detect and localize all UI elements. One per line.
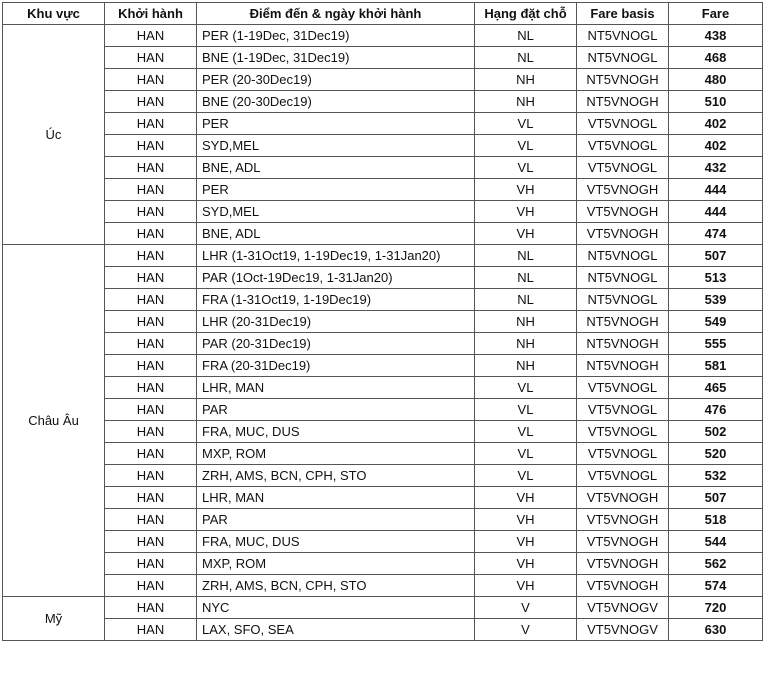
booking-class-cell: VH — [475, 179, 577, 201]
origin-cell: HAN — [105, 619, 197, 641]
origin-cell: HAN — [105, 355, 197, 377]
fare-basis-cell: VT5VNOGV — [577, 597, 669, 619]
fare-basis-cell: NT5VNOGH — [577, 91, 669, 113]
origin-cell: HAN — [105, 69, 197, 91]
table-row — [3, 619, 763, 641]
origin-cell: HAN — [105, 311, 197, 333]
header-region: Khu vực — [3, 3, 105, 25]
fare-basis-cell: NT5VNOGH — [577, 333, 669, 355]
fare-basis-cell: VT5VNOGH — [577, 487, 669, 509]
fare-basis-cell: VT5VNOGH — [577, 179, 669, 201]
fare-basis-cell: NT5VNOGL — [577, 25, 669, 47]
booking-class-cell: VL — [475, 399, 577, 421]
origin-cell: HAN — [105, 25, 197, 47]
table-row — [3, 575, 763, 597]
fare-cell: 438 — [669, 25, 763, 47]
origin-cell: HAN — [105, 465, 197, 487]
destination-cell: PER (1-19Dec, 31Dec19) — [197, 25, 475, 47]
fare-basis-cell: NT5VNOGL — [577, 289, 669, 311]
table-row — [3, 355, 763, 377]
origin-cell: HAN — [105, 289, 197, 311]
booking-class-cell: VL — [475, 157, 577, 179]
origin-cell: HAN — [105, 157, 197, 179]
fare-cell: 574 — [669, 575, 763, 597]
header-origin: Khởi hành — [105, 3, 197, 25]
fare-cell: 562 — [669, 553, 763, 575]
fare-cell: 502 — [669, 421, 763, 443]
fare-cell: 581 — [669, 355, 763, 377]
table-row — [3, 289, 763, 311]
fare-cell: 444 — [669, 201, 763, 223]
destination-cell: LHR (1-31Oct19, 1-19Dec19, 1-31Jan20) — [197, 245, 475, 267]
table-row — [3, 399, 763, 421]
fare-cell: 480 — [669, 69, 763, 91]
table-row — [3, 553, 763, 575]
booking-class-cell: VH — [475, 201, 577, 223]
fare-cell: 513 — [669, 267, 763, 289]
header-row — [3, 3, 763, 25]
destination-cell: LHR (20-31Dec19) — [197, 311, 475, 333]
fare-cell: 555 — [669, 333, 763, 355]
fare-cell: 402 — [669, 113, 763, 135]
booking-class-cell: VH — [475, 509, 577, 531]
table-row — [3, 443, 763, 465]
table-row — [3, 267, 763, 289]
fare-basis-cell: VT5VNOGH — [577, 201, 669, 223]
booking-class-cell: NL — [475, 245, 577, 267]
fare-table — [2, 2, 763, 641]
table-row — [3, 69, 763, 91]
origin-cell: HAN — [105, 575, 197, 597]
booking-class-cell: NH — [475, 311, 577, 333]
origin-cell: HAN — [105, 377, 197, 399]
destination-cell: PAR (20-31Dec19) — [197, 333, 475, 355]
fare-basis-cell: NT5VNOGH — [577, 311, 669, 333]
fare-basis-cell: NT5VNOGL — [577, 245, 669, 267]
destination-cell: LAX, SFO, SEA — [197, 619, 475, 641]
origin-cell: HAN — [105, 245, 197, 267]
fare-basis-cell: NT5VNOGL — [577, 267, 669, 289]
region-cell: Mỹ — [3, 597, 105, 641]
fare-cell: 432 — [669, 157, 763, 179]
booking-class-cell: VL — [475, 465, 577, 487]
fare-cell: 518 — [669, 509, 763, 531]
origin-cell: HAN — [105, 333, 197, 355]
booking-class-cell: VH — [475, 487, 577, 509]
table-row — [3, 47, 763, 69]
fare-basis-cell: VT5VNOGH — [577, 531, 669, 553]
destination-cell: SYD,MEL — [197, 201, 475, 223]
fare-basis-cell: NT5VNOGL — [577, 47, 669, 69]
fare-basis-cell: VT5VNOGH — [577, 575, 669, 597]
booking-class-cell: VH — [475, 531, 577, 553]
booking-class-cell: NH — [475, 69, 577, 91]
fare-cell: 465 — [669, 377, 763, 399]
fare-cell: 402 — [669, 135, 763, 157]
origin-cell: HAN — [105, 509, 197, 531]
fare-cell: 444 — [669, 179, 763, 201]
origin-cell: HAN — [105, 399, 197, 421]
booking-class-cell: NL — [475, 289, 577, 311]
fare-cell: 507 — [669, 487, 763, 509]
table-row — [3, 201, 763, 223]
booking-class-cell: V — [475, 619, 577, 641]
origin-cell: HAN — [105, 553, 197, 575]
origin-cell: HAN — [105, 179, 197, 201]
origin-cell: HAN — [105, 113, 197, 135]
table-row — [3, 421, 763, 443]
destination-cell: ZRH, AMS, BCN, CPH, STO — [197, 465, 475, 487]
booking-class-cell: VL — [475, 443, 577, 465]
origin-cell: HAN — [105, 421, 197, 443]
fare-basis-cell: VT5VNOGH — [577, 223, 669, 245]
origin-cell: HAN — [105, 597, 197, 619]
header-destination: Điểm đến & ngày khởi hành — [197, 3, 475, 25]
table-row — [3, 487, 763, 509]
table-row — [3, 597, 763, 619]
origin-cell: HAN — [105, 443, 197, 465]
booking-class-cell: VL — [475, 421, 577, 443]
table-row — [3, 25, 763, 47]
booking-class-cell: NH — [475, 91, 577, 113]
fare-basis-cell: VT5VNOGH — [577, 509, 669, 531]
destination-cell: FRA, MUC, DUS — [197, 421, 475, 443]
booking-class-cell: VL — [475, 135, 577, 157]
destination-cell: PAR — [197, 399, 475, 421]
fare-basis-cell: VT5VNOGL — [577, 157, 669, 179]
destination-cell: FRA (20-31Dec19) — [197, 355, 475, 377]
fare-basis-cell: VT5VNOGL — [577, 421, 669, 443]
booking-class-cell: NH — [475, 355, 577, 377]
destination-cell: MXP, ROM — [197, 443, 475, 465]
table-row — [3, 223, 763, 245]
destination-cell: PAR (1Oct-19Dec19, 1-31Jan20) — [197, 267, 475, 289]
header-fare-basis: Fare basis — [577, 3, 669, 25]
destination-cell: LHR, MAN — [197, 377, 475, 399]
fare-cell: 539 — [669, 289, 763, 311]
destination-cell: MXP, ROM — [197, 553, 475, 575]
header-fare: Fare — [669, 3, 763, 25]
table-row — [3, 311, 763, 333]
origin-cell: HAN — [105, 135, 197, 157]
booking-class-cell: NH — [475, 333, 577, 355]
destination-cell: BNE (1-19Dec, 31Dec19) — [197, 47, 475, 69]
table-row — [3, 157, 763, 179]
fare-basis-cell: VT5VNOGV — [577, 619, 669, 641]
booking-class-cell: VL — [475, 113, 577, 135]
fare-cell: 468 — [669, 47, 763, 69]
table-row — [3, 531, 763, 553]
fare-basis-cell: VT5VNOGL — [577, 377, 669, 399]
fare-basis-cell: VT5VNOGL — [577, 399, 669, 421]
table-row — [3, 135, 763, 157]
fare-cell: 720 — [669, 597, 763, 619]
origin-cell: HAN — [105, 531, 197, 553]
table-row — [3, 377, 763, 399]
booking-class-cell: NL — [475, 25, 577, 47]
destination-cell: FRA, MUC, DUS — [197, 531, 475, 553]
origin-cell: HAN — [105, 267, 197, 289]
fare-basis-cell: VT5VNOGL — [577, 135, 669, 157]
fare-basis-cell: VT5VNOGL — [577, 113, 669, 135]
destination-cell: BNE, ADL — [197, 157, 475, 179]
booking-class-cell: VL — [475, 377, 577, 399]
fare-basis-cell: VT5VNOGH — [577, 553, 669, 575]
destination-cell: BNE (20-30Dec19) — [197, 91, 475, 113]
destination-cell: PAR — [197, 509, 475, 531]
destination-cell: SYD,MEL — [197, 135, 475, 157]
origin-cell: HAN — [105, 201, 197, 223]
fare-cell: 544 — [669, 531, 763, 553]
table-row — [3, 333, 763, 355]
header-booking-class: Hạng đặt chỗ — [475, 3, 577, 25]
booking-class-cell: NL — [475, 47, 577, 69]
destination-cell: FRA (1-31Oct19, 1-19Dec19) — [197, 289, 475, 311]
fare-table-body — [3, 25, 763, 641]
fare-cell: 507 — [669, 245, 763, 267]
destination-cell: PER — [197, 113, 475, 135]
destination-cell: ZRH, AMS, BCN, CPH, STO — [197, 575, 475, 597]
destination-cell: PER — [197, 179, 475, 201]
destination-cell: PER (20-30Dec19) — [197, 69, 475, 91]
fare-basis-cell: VT5VNOGL — [577, 443, 669, 465]
region-cell: Úc — [3, 25, 105, 245]
table-row — [3, 245, 763, 267]
fare-basis-cell: NT5VNOGH — [577, 69, 669, 91]
booking-class-cell: V — [475, 597, 577, 619]
fare-cell: 476 — [669, 399, 763, 421]
booking-class-cell: VH — [475, 575, 577, 597]
booking-class-cell: VH — [475, 553, 577, 575]
destination-cell: LHR, MAN — [197, 487, 475, 509]
table-row — [3, 509, 763, 531]
booking-class-cell: NL — [475, 267, 577, 289]
fare-cell: 474 — [669, 223, 763, 245]
destination-cell: BNE, ADL — [197, 223, 475, 245]
origin-cell: HAN — [105, 47, 197, 69]
table-row — [3, 113, 763, 135]
fare-cell: 549 — [669, 311, 763, 333]
origin-cell: HAN — [105, 91, 197, 113]
table-row — [3, 91, 763, 113]
fare-cell: 532 — [669, 465, 763, 487]
booking-class-cell: VH — [475, 223, 577, 245]
origin-cell: HAN — [105, 487, 197, 509]
fare-cell: 510 — [669, 91, 763, 113]
fare-cell: 520 — [669, 443, 763, 465]
destination-cell: NYC — [197, 597, 475, 619]
table-row — [3, 179, 763, 201]
region-cell: Châu Âu — [3, 245, 105, 597]
fare-basis-cell: NT5VNOGH — [577, 355, 669, 377]
fare-cell: 630 — [669, 619, 763, 641]
origin-cell: HAN — [105, 223, 197, 245]
fare-basis-cell: VT5VNOGL — [577, 465, 669, 487]
table-row — [3, 465, 763, 487]
